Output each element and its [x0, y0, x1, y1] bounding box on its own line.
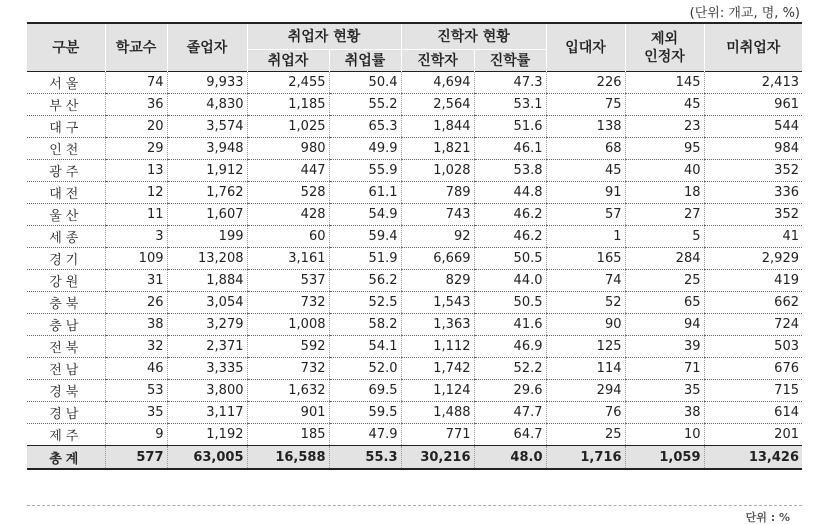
header-employment-rate: 취업률: [329, 50, 401, 72]
cell-employed: 980: [247, 138, 329, 160]
cell-unemployed: 2,929: [704, 248, 802, 270]
cell-unemployed: 662: [704, 292, 802, 314]
total-row: [27, 446, 802, 470]
cell-employment-rate: 52.5: [329, 292, 401, 314]
cell-unemployed: 724: [704, 314, 802, 336]
cell-employed: 1,025: [247, 116, 329, 138]
cell-schools: 38: [105, 314, 167, 336]
cell-enlisted: 1: [546, 226, 625, 248]
cell-excluded: 5: [625, 226, 704, 248]
header-excluded-line1: 제외: [650, 30, 679, 47]
cell-advance-rate: 52.2: [474, 358, 546, 380]
total-schools: 577: [105, 446, 167, 470]
cell-excluded: 25: [625, 270, 704, 292]
cell-advance-rate: 64.7: [474, 424, 546, 446]
cell-employment-rate: 69.5: [329, 380, 401, 402]
cell-schools: 46: [105, 358, 167, 380]
cell-schools: 26: [105, 292, 167, 314]
cell-excluded: 145: [625, 72, 704, 94]
table-row: [27, 138, 802, 160]
cell-excluded: 95: [625, 138, 704, 160]
cell-advanced: 1,363: [401, 314, 474, 336]
cell-unemployed: 614: [704, 402, 802, 424]
cell-region: 광주: [27, 160, 105, 182]
cell-enlisted: 294: [546, 380, 625, 402]
table-row: [27, 94, 802, 116]
cell-schools: 36: [105, 94, 167, 116]
cell-advanced: 1,112: [401, 336, 474, 358]
cell-enlisted: 45: [546, 160, 625, 182]
cell-excluded: 65: [625, 292, 704, 314]
cell-enlisted: 75: [546, 94, 625, 116]
cell-enlisted: 25: [546, 424, 625, 446]
cell-schools: 29: [105, 138, 167, 160]
cell-unemployed: 715: [704, 380, 802, 402]
cell-region: 대구: [27, 116, 105, 138]
cell-schools: 20: [105, 116, 167, 138]
cell-region: 제주: [27, 424, 105, 446]
cell-enlisted: 74: [546, 270, 625, 292]
cell-enlisted: 90: [546, 314, 625, 336]
cell-employment-rate: 50.4: [329, 72, 401, 94]
cell-employed: 428: [247, 204, 329, 226]
cell-region: 울산: [27, 204, 105, 226]
cell-graduates: 1,912: [167, 160, 247, 182]
cell-excluded: 23: [625, 116, 704, 138]
cell-employment-rate: 59.5: [329, 402, 401, 424]
cell-region: 경기: [27, 248, 105, 270]
cell-unemployed: 544: [704, 116, 802, 138]
cell-enlisted: 226: [546, 72, 625, 94]
cell-advance-rate: 50.5: [474, 248, 546, 270]
cell-advance-rate: 50.5: [474, 292, 546, 314]
cell-graduates: 3,117: [167, 402, 247, 424]
table-row: [27, 380, 802, 402]
cell-region: 세종: [27, 226, 105, 248]
cell-advance-rate: 46.9: [474, 336, 546, 358]
graduate-statistics-table: [27, 22, 802, 470]
cell-advance-rate: 53.1: [474, 94, 546, 116]
cell-employed: 732: [247, 358, 329, 380]
header-employed: 취업자: [247, 50, 329, 72]
cell-graduates: 1,607: [167, 204, 247, 226]
header-employment-group: 취업자 현황: [247, 23, 401, 50]
table-row: [27, 182, 802, 204]
cell-advance-rate: 41.6: [474, 314, 546, 336]
cell-employed: 447: [247, 160, 329, 182]
cell-schools: 35: [105, 402, 167, 424]
header-excluded: [625, 23, 704, 72]
header-advanced: 진학자: [401, 50, 474, 72]
cell-advance-rate: 46.2: [474, 226, 546, 248]
table-row: [27, 358, 802, 380]
bottom-divider: [27, 505, 802, 506]
cell-employment-rate: 47.9: [329, 424, 401, 446]
cell-employed: 1,008: [247, 314, 329, 336]
cell-enlisted: 68: [546, 138, 625, 160]
cell-excluded: 18: [625, 182, 704, 204]
cell-employed: 1,632: [247, 380, 329, 402]
cell-enlisted: 91: [546, 182, 625, 204]
cell-enlisted: 57: [546, 204, 625, 226]
table-row: [27, 204, 802, 226]
cell-employment-rate: 65.3: [329, 116, 401, 138]
cell-advanced: 743: [401, 204, 474, 226]
cell-schools: 12: [105, 182, 167, 204]
cell-unemployed: 2,413: [704, 72, 802, 94]
cell-excluded: 40: [625, 160, 704, 182]
cell-graduates: 3,800: [167, 380, 247, 402]
cell-region: 인천: [27, 138, 105, 160]
cell-region: 부산: [27, 94, 105, 116]
cell-employed: 185: [247, 424, 329, 446]
cell-region: 서울: [27, 72, 105, 94]
cell-excluded: 39: [625, 336, 704, 358]
header-advance-group: 진학자 현황: [401, 23, 546, 50]
cell-enlisted: 76: [546, 402, 625, 424]
cell-schools: 3: [105, 226, 167, 248]
table-row: [27, 402, 802, 424]
cell-employment-rate: 51.9: [329, 248, 401, 270]
cell-employment-rate: 61.1: [329, 182, 401, 204]
header-region: 구분: [27, 23, 105, 72]
cell-employment-rate: 58.2: [329, 314, 401, 336]
total-employment-rate: 55.3: [329, 446, 401, 470]
cell-graduates: 3,574: [167, 116, 247, 138]
header-advance-rate: 진학률: [474, 50, 546, 72]
cell-advanced: 6,669: [401, 248, 474, 270]
cell-unemployed: 352: [704, 204, 802, 226]
unit-note: (단위: 개교, 명, %): [689, 6, 800, 21]
bottom-unit-note: 단위 : %: [745, 511, 790, 524]
total-graduates: 63,005: [167, 446, 247, 470]
cell-graduates: 13,208: [167, 248, 247, 270]
cell-enlisted: 138: [546, 116, 625, 138]
cell-employed: 592: [247, 336, 329, 358]
header-excluded-line2: 인정자: [644, 48, 685, 65]
cell-excluded: 10: [625, 424, 704, 446]
cell-graduates: 3,335: [167, 358, 247, 380]
cell-region: 강원: [27, 270, 105, 292]
cell-unemployed: 961: [704, 94, 802, 116]
cell-employment-rate: 52.0: [329, 358, 401, 380]
table-row: [27, 292, 802, 314]
cell-region: 전북: [27, 336, 105, 358]
table-row: [27, 270, 802, 292]
cell-advance-rate: 46.2: [474, 204, 546, 226]
cell-advanced: 4,694: [401, 72, 474, 94]
cell-advanced: 1,124: [401, 380, 474, 402]
table-row: [27, 424, 802, 446]
cell-schools: 32: [105, 336, 167, 358]
cell-employed: 60: [247, 226, 329, 248]
cell-graduates: 199: [167, 226, 247, 248]
table-row: [27, 248, 802, 270]
cell-advance-rate: 47.3: [474, 72, 546, 94]
cell-employment-rate: 55.2: [329, 94, 401, 116]
table-footer: [27, 446, 802, 470]
cell-excluded: 38: [625, 402, 704, 424]
table-row: [27, 72, 802, 94]
cell-advanced: 789: [401, 182, 474, 204]
cell-excluded: 27: [625, 204, 704, 226]
cell-region: 경북: [27, 380, 105, 402]
cell-advance-rate: 47.7: [474, 402, 546, 424]
cell-unemployed: 419: [704, 270, 802, 292]
cell-unemployed: 352: [704, 160, 802, 182]
cell-excluded: 94: [625, 314, 704, 336]
cell-schools: 74: [105, 72, 167, 94]
cell-advanced: 1,543: [401, 292, 474, 314]
cell-enlisted: 52: [546, 292, 625, 314]
cell-employment-rate: 54.9: [329, 204, 401, 226]
cell-excluded: 284: [625, 248, 704, 270]
cell-employed: 528: [247, 182, 329, 204]
header-enlisted: 입대자: [546, 23, 625, 72]
cell-advanced: 92: [401, 226, 474, 248]
total-advanced: 30,216: [401, 446, 474, 470]
cell-employed: 901: [247, 402, 329, 424]
cell-employed: 3,161: [247, 248, 329, 270]
cell-region: 경남: [27, 402, 105, 424]
cell-graduates: 4,830: [167, 94, 247, 116]
cell-unemployed: 676: [704, 358, 802, 380]
cell-advanced: 1,742: [401, 358, 474, 380]
cell-advance-rate: 53.8: [474, 160, 546, 182]
table-row: [27, 226, 802, 248]
cell-unemployed: 503: [704, 336, 802, 358]
total-label: 총계: [27, 446, 105, 470]
total-advance-rate: 48.0: [474, 446, 546, 470]
cell-graduates: 1,762: [167, 182, 247, 204]
header-graduates: 졸업자: [167, 23, 247, 72]
cell-schools: 9: [105, 424, 167, 446]
cell-region: 전남: [27, 358, 105, 380]
cell-advanced: 771: [401, 424, 474, 446]
table-row: [27, 314, 802, 336]
cell-advance-rate: 29.6: [474, 380, 546, 402]
cell-schools: 31: [105, 270, 167, 292]
total-enlisted: 1,716: [546, 446, 625, 470]
cell-schools: 11: [105, 204, 167, 226]
cell-schools: 53: [105, 380, 167, 402]
table-row: [27, 160, 802, 182]
cell-graduates: 2,371: [167, 336, 247, 358]
cell-employed: 732: [247, 292, 329, 314]
cell-region: 대전: [27, 182, 105, 204]
cell-unemployed: 201: [704, 424, 802, 446]
cell-employment-rate: 54.1: [329, 336, 401, 358]
cell-enlisted: 125: [546, 336, 625, 358]
cell-employment-rate: 55.9: [329, 160, 401, 182]
total-employed: 16,588: [247, 446, 329, 470]
cell-graduates: 9,933: [167, 72, 247, 94]
cell-enlisted: 114: [546, 358, 625, 380]
cell-advanced: 829: [401, 270, 474, 292]
cell-excluded: 45: [625, 94, 704, 116]
cell-employment-rate: 56.2: [329, 270, 401, 292]
cell-advance-rate: 46.1: [474, 138, 546, 160]
cell-employed: 1,185: [247, 94, 329, 116]
cell-employed: 537: [247, 270, 329, 292]
cell-advance-rate: 51.6: [474, 116, 546, 138]
table-row: [27, 336, 802, 358]
cell-advanced: 1,844: [401, 116, 474, 138]
cell-advanced: 1,488: [401, 402, 474, 424]
cell-advance-rate: 44.0: [474, 270, 546, 292]
cell-unemployed: 41: [704, 226, 802, 248]
table-row: [27, 116, 802, 138]
header-unemployed: 미취업자: [704, 23, 802, 72]
cell-graduates: 1,192: [167, 424, 247, 446]
cell-region: 충남: [27, 314, 105, 336]
cell-unemployed: 984: [704, 138, 802, 160]
header-schools: 학교수: [105, 23, 167, 72]
cell-graduates: 1,884: [167, 270, 247, 292]
cell-employment-rate: 59.4: [329, 226, 401, 248]
cell-graduates: 3,054: [167, 292, 247, 314]
cell-region: 충북: [27, 292, 105, 314]
total-unemployed: 13,426: [704, 446, 802, 470]
cell-excluded: 35: [625, 380, 704, 402]
cell-advanced: 1,821: [401, 138, 474, 160]
cell-advanced: 1,028: [401, 160, 474, 182]
cell-advanced: 2,564: [401, 94, 474, 116]
cell-graduates: 3,279: [167, 314, 247, 336]
cell-employment-rate: 49.9: [329, 138, 401, 160]
table-header: [27, 23, 802, 72]
cell-graduates: 3,948: [167, 138, 247, 160]
cell-schools: 109: [105, 248, 167, 270]
table-body: [27, 72, 802, 446]
cell-excluded: 71: [625, 358, 704, 380]
cell-employed: 2,455: [247, 72, 329, 94]
cell-schools: 13: [105, 160, 167, 182]
cell-enlisted: 165: [546, 248, 625, 270]
cell-unemployed: 336: [704, 182, 802, 204]
cell-advance-rate: 44.8: [474, 182, 546, 204]
total-excluded: 1,059: [625, 446, 704, 470]
